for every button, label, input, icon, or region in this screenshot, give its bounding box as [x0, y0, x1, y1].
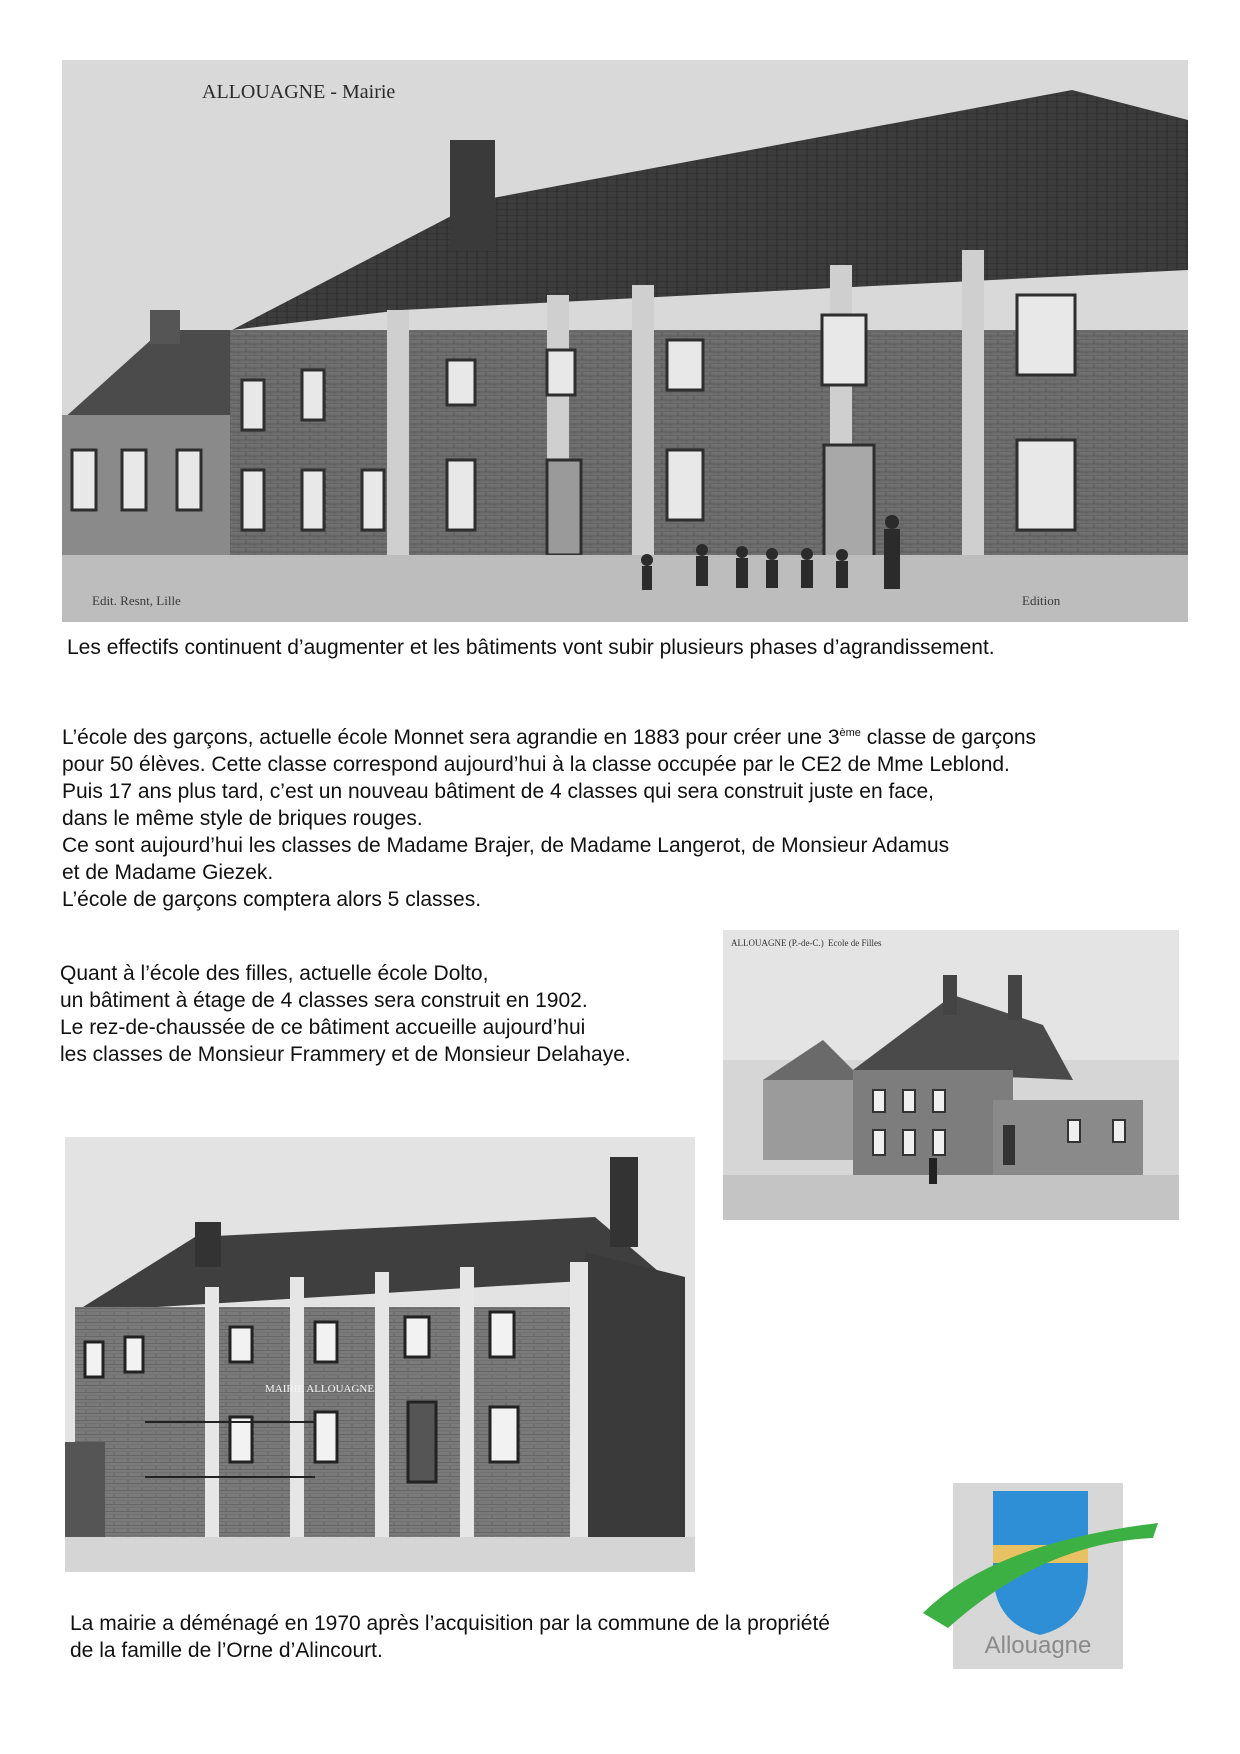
paragraph-line: L’école de garçons comptera alors 5 classes. — [62, 888, 482, 911]
ecole-filles-illustration — [723, 930, 1179, 1220]
paragraph-line: dans le même style de briques rouges. — [62, 807, 423, 830]
paragraph-line: un bâtiment à étage de 4 classes sera construit en 1902. — [60, 989, 588, 1012]
paragraph-ecole-garcons — [62, 724, 1036, 913]
paragraph-line: Ce sont aujourd’hui les classes de Madame Brajer, de Madame Langerot, de Monsieur Adamus — [62, 834, 950, 857]
photo-mairie-postcard — [62, 60, 1188, 622]
paragraph-line: Quant à l’école des filles, actuelle école Dolto, — [60, 962, 489, 985]
allouagne-crest-icon — [923, 1483, 1163, 1669]
allouagne-logo — [923, 1483, 1163, 1669]
mairie-recente-illustration — [65, 1137, 695, 1572]
paragraph-line: La mairie a déménagé en 1970 après l’acquisition par la commune de la propriété — [70, 1612, 830, 1635]
paragraph-line: de la famille de l’Orne d’Alincourt. — [70, 1639, 383, 1662]
postcard-publisher-right: Edition — [1022, 593, 1061, 608]
postcard-caption-mairie: ALLOUAGNE - Mairie — [202, 81, 396, 103]
postcard-caption-filles-left: ALLOUAGNE (P.-de-C.) — [731, 938, 824, 948]
paragraph-ecole-filles — [60, 960, 631, 1068]
caption-effectifs: Les effectifs continuent d’augmenter et les bâtiments vont subir plusieurs phases d’agrandissement. — [67, 636, 995, 659]
paragraph-line: L’école des garçons, actuelle école Monnet sera agrandie en 1883 pour créer une 3ème classe de garçons — [62, 726, 1037, 749]
logo-label: Allouagne — [984, 1632, 1092, 1659]
photo-mairie-recente — [65, 1137, 695, 1572]
paragraph-mairie-demenagement — [70, 1610, 830, 1664]
paragraph-line: Le rez-de-chaussée de ce bâtiment accueille aujourd’hui — [60, 1016, 586, 1039]
paragraph-line: pour 50 élèves. Cette classe correspond aujourd’hui à la classe occupée par le CE2 de Mme Leblond. — [62, 753, 1010, 776]
paragraph-line: et de Madame Giezek. — [62, 861, 274, 884]
postcard-caption-filles-right: Ecole de Filles — [828, 938, 882, 948]
paragraph-line: les classes de Monsieur Frammery et de Monsieur Delahaye. — [60, 1043, 631, 1066]
photo-ecole-filles-postcard — [723, 930, 1179, 1220]
postcard-publisher-left: Edit. Resnt, Lille — [92, 593, 181, 608]
mairie-facade-sign: MAIRIE ALLOUAGNE — [265, 1383, 375, 1395]
mairie-building-illustration — [62, 60, 1188, 622]
paragraph-line: Puis 17 ans plus tard, c’est un nouveau bâtiment de 4 classes qui sera construit juste en face, — [62, 780, 935, 803]
